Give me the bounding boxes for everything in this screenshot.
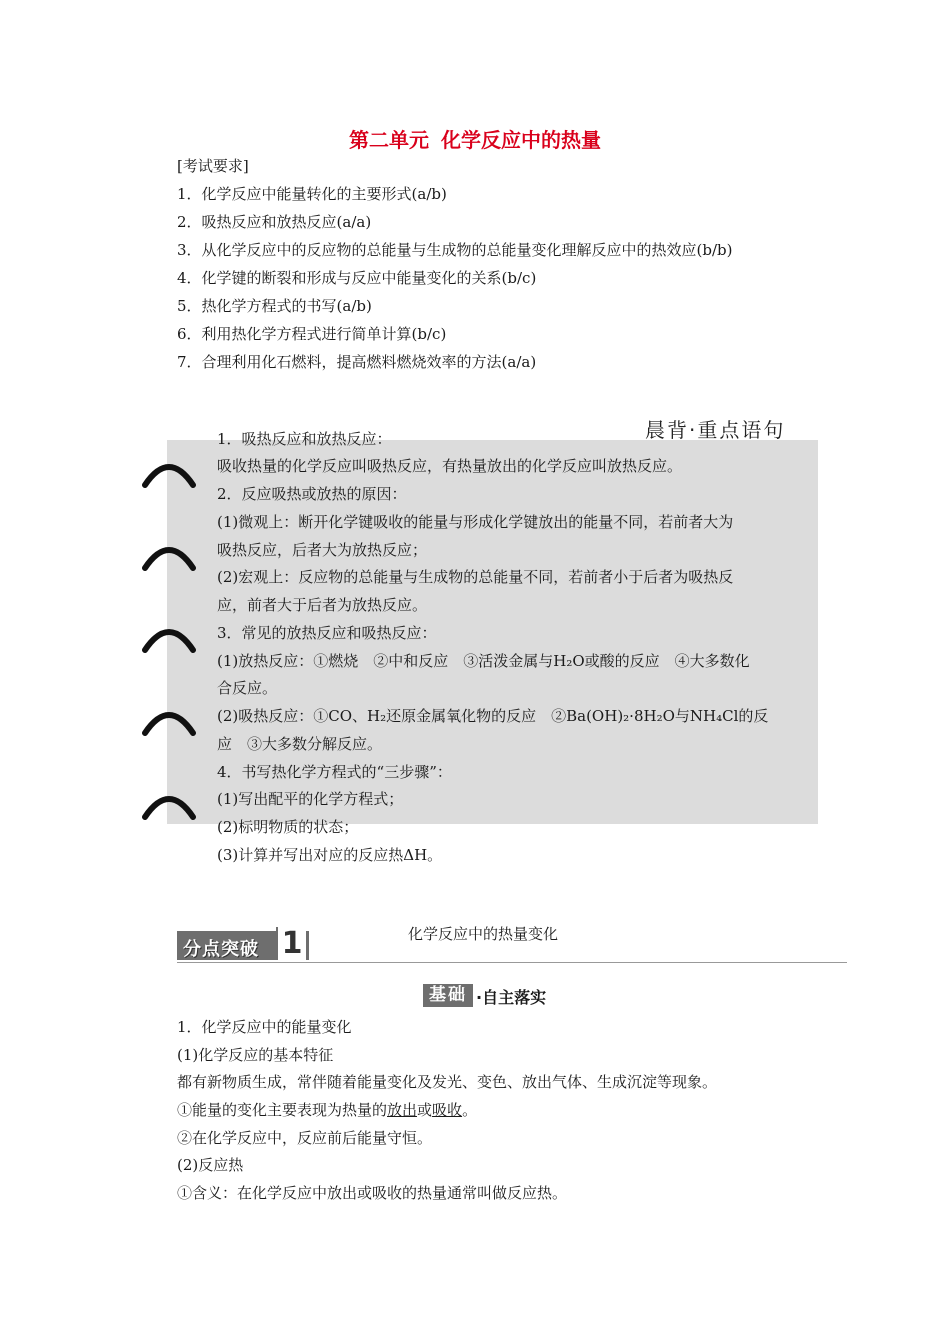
recite-line: 1．吸热反应和放热反应：: [217, 430, 392, 448]
body-line: 1．化学反应中的能量变化: [177, 1018, 352, 1036]
recite-label: 晨背·重点语句: [645, 418, 786, 442]
recite-line: 应，前者大于后者为放热反应。: [217, 596, 428, 614]
recite-line: 应 ③大多数分解反应。: [217, 735, 383, 753]
requirement-item: 3．从化学反应中的反应物的总能量与生成物的总能量变化理解反应中的热效应(b/b): [177, 241, 733, 259]
binder-ring-icon: [141, 703, 197, 737]
recite-line: (1)微观上：断开化学键吸收的能量与形成化学键放出的能量不同，若前者大为: [217, 513, 734, 531]
body-line: (1)化学反应的基本特征: [177, 1046, 334, 1064]
section-badge-text: 分点突破: [183, 939, 259, 960]
body-text: 或: [417, 1101, 433, 1119]
requirement-item: 7．合理利用化石燃料，提高燃料燃烧效率的方法(a/a): [177, 353, 537, 371]
recite-line: 合反应。: [217, 679, 278, 697]
requirement-item: 6．利用热化学方程式进行简单计算(b/c): [177, 325, 447, 343]
sub-title: ·自主落实: [476, 988, 547, 1007]
body-line: (2)反应热: [177, 1156, 244, 1174]
section-badge: [177, 926, 309, 961]
recite-line: (1)写出配平的化学方程式；: [217, 790, 404, 808]
answer-blank: 吸收: [432, 1101, 463, 1119]
recite-line: 4．书写热化学方程式的“三步骤”：: [217, 763, 452, 781]
body-line: 都有新物质生成，常伴随着能量变化及发光、变色、放出气体、生成沉淀等现象。: [177, 1073, 718, 1091]
unit-title: 第二单元: [349, 128, 429, 152]
sub-badge: 基础: [423, 984, 473, 1007]
binder-ring-icon: [141, 787, 197, 821]
requirement-item: 5．热化学方程式的书写(a/b): [177, 297, 372, 315]
recite-line: 3．常见的放热反应和吸热反应：: [217, 624, 437, 642]
section-badge-number: 1: [276, 927, 306, 960]
recite-line: (1)放热反应：①燃烧 ②中和反应 ③活泼金属与H₂O或酸的反应 ④大多数化: [217, 652, 750, 670]
topic-title: 化学反应中的热量: [441, 128, 601, 152]
body-text: ①能量的变化主要表现为热量的: [177, 1101, 388, 1119]
binder-ring-icon: [141, 455, 197, 489]
requirements-heading: [考试要求]: [177, 157, 249, 175]
body-text: 。: [462, 1101, 478, 1119]
recite-line: (3)计算并写出对应的反应热ΔH。: [217, 846, 443, 864]
section-title: 化学反应中的热量变化: [408, 925, 559, 943]
recite-line: 吸收热量的化学反应叫吸热反应，有热量放出的化学反应叫放热反应。: [217, 457, 683, 475]
body-line: ①含义：在化学反应中放出或吸收的热量通常叫做反应热。: [177, 1184, 568, 1202]
answer-blank: 放出: [387, 1101, 418, 1119]
requirement-item: 2．吸热反应和放热反应(a/a): [177, 213, 372, 231]
requirement-item: 4．化学键的断裂和形成与反应中能量变化的关系(b/c): [177, 269, 537, 287]
recite-line: (2)宏观上：反应物的总能量与生成物的总能量不同，若前者小于后者为吸热反: [217, 568, 734, 586]
recite-line: 2．反应吸热或放热的原因：: [217, 485, 407, 503]
recite-line: (2)标明物质的状态；: [217, 818, 359, 836]
requirement-item: 1．化学反应中能量转化的主要形式(a/b): [177, 185, 447, 203]
body-line: [177, 1100, 477, 1120]
page-title: [0, 124, 950, 153]
recite-line: 吸热反应，后者大为放热反应；: [217, 541, 428, 559]
binder-ring-icon: [141, 620, 197, 654]
binder-ring-icon: [141, 538, 197, 572]
section-divider: [177, 962, 847, 963]
body-line: ②在化学反应中，反应前后能量守恒。: [177, 1129, 433, 1147]
recite-line: (2)吸热反应：①CO、H₂还原金属氧化物的反应 ②Ba(OH)₂·8H₂O与NH₄Cl的反: [217, 707, 769, 725]
